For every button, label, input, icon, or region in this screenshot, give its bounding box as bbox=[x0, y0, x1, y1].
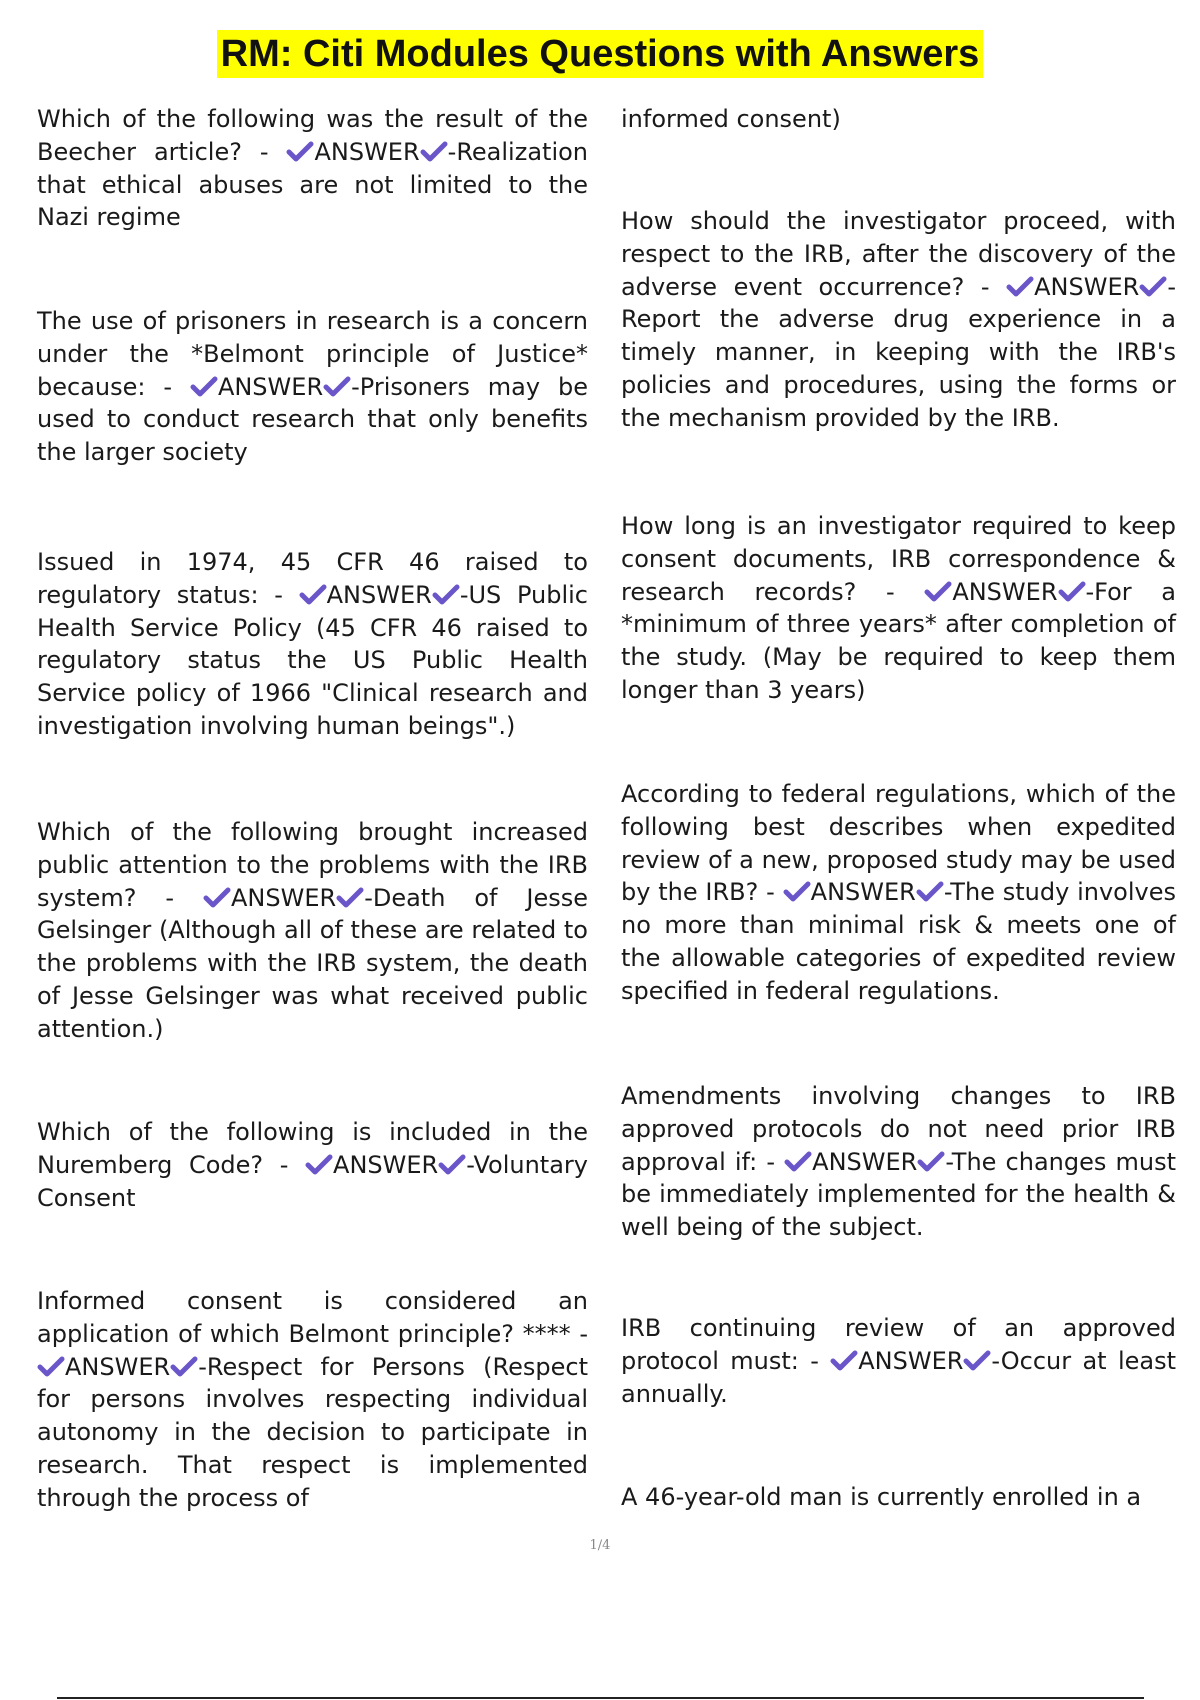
page-title: RM: Citi Modules Questions with Answers bbox=[217, 30, 984, 78]
answer-label: ANSWER bbox=[65, 1352, 171, 1381]
answer-label: ANSWER bbox=[333, 1150, 439, 1179]
qa-item bbox=[37, 1285, 588, 1515]
checkmark-icon bbox=[170, 1355, 198, 1377]
checkmark-icon bbox=[336, 886, 364, 908]
question-text: Which of the following was the result of the Beecher article? - bbox=[37, 105, 588, 166]
answer-text: -For a *minimum of three years* after completion of the study. (May be required to keep them longer than 3 years) bbox=[621, 577, 1176, 704]
question-text: A 46-year-old man is currently enrolled in a bbox=[621, 1483, 1142, 1511]
continued-text: informed consent) bbox=[621, 105, 841, 133]
qa-item bbox=[37, 546, 588, 743]
qa-item bbox=[621, 778, 1176, 1008]
answer-label: ANSWER bbox=[810, 878, 916, 907]
question-text: IRB continuing review of an approved protocol must: - bbox=[621, 1314, 1176, 1375]
question-text: According to federal regulations, which of the following best describes when expedited review of a new, proposed study may be used by the IRB? - bbox=[621, 780, 1176, 907]
qa-item bbox=[37, 103, 588, 234]
checkmark-icon bbox=[1006, 275, 1034, 297]
checkmark-icon bbox=[420, 140, 448, 162]
qa-item bbox=[621, 1080, 1176, 1244]
checkmark-icon bbox=[299, 583, 327, 605]
checkmark-icon bbox=[1139, 275, 1167, 297]
qa-item bbox=[37, 305, 588, 469]
checkmark-icon bbox=[963, 1349, 991, 1371]
answer-label: ANSWER bbox=[812, 1147, 918, 1176]
title-wrap bbox=[0, 30, 1200, 78]
answer-text: -Respect for Persons (Respect for persons involves respecting individual autonomy in the decision to participate in research. That respect is implemented through the process of bbox=[37, 1352, 588, 1512]
checkmark-icon bbox=[203, 886, 231, 908]
checkmark-icon bbox=[784, 1150, 812, 1172]
answer-label: ANSWER bbox=[231, 883, 337, 912]
question-text: Which of the following brought increased public attention to the problems with the IRB system? - bbox=[37, 818, 588, 912]
answer-label: ANSWER bbox=[1034, 272, 1140, 301]
answer-text: -US Public Health Service Policy (45 CFR 46 raised to regulatory status the US Public Health Service policy of 1966 "Clinical research and investigation involving human beings".) bbox=[37, 580, 588, 740]
checkmark-icon bbox=[830, 1349, 858, 1371]
question-text: Amendments involving changes to IRB approved protocols do not need prior IRB approval if: - bbox=[621, 1082, 1176, 1176]
answer-label: ANSWER bbox=[858, 1346, 964, 1375]
checkmark-icon bbox=[783, 880, 811, 902]
checkmark-icon bbox=[305, 1153, 333, 1175]
qa-item bbox=[37, 816, 588, 1046]
checkmark-icon bbox=[190, 375, 218, 397]
answer-text: -Report the adverse drug experience in a timely manner, in keeping with the IRB's policies and procedures, using the forms or the mechanism provided by the IRB. bbox=[621, 272, 1176, 432]
checkmark-icon bbox=[286, 140, 314, 162]
qa-item-continued bbox=[621, 103, 1176, 136]
qa-item bbox=[37, 1116, 588, 1214]
qa-item bbox=[621, 205, 1176, 435]
checkmark-icon bbox=[924, 580, 952, 602]
checkmark-icon bbox=[323, 375, 351, 397]
question-text: Issued in 1974, 45 CFR 46 raised to regulatory status: - bbox=[37, 548, 588, 609]
answer-text: -Prisoners may be used to conduct research that only benefits the larger society bbox=[37, 372, 588, 467]
qa-item bbox=[621, 510, 1176, 707]
page-number: 1/4 bbox=[589, 1538, 611, 1553]
checkmark-icon bbox=[1058, 580, 1086, 602]
question-text: How long is an investigator required to keep consent documents, IRB correspondence & research records? - bbox=[621, 512, 1176, 606]
checkmark-icon bbox=[917, 1150, 945, 1172]
qa-item-start bbox=[621, 1481, 1176, 1514]
answer-label: ANSWER bbox=[314, 137, 420, 166]
checkmark-icon bbox=[37, 1355, 65, 1377]
question-text: The use of prisoners in research is a concern under the *Belmont principle of Justice* because: - bbox=[37, 307, 588, 401]
checkmark-icon bbox=[432, 583, 460, 605]
checkmark-icon bbox=[916, 880, 944, 902]
answer-text: -Death of Jesse Gelsinger (Although all of these are related to the problems with the IRB system, the death of Jesse Gelsinger was what received public attention.) bbox=[37, 883, 588, 1043]
question-text: Which of the following is included in the Nuremberg Code? - bbox=[37, 1118, 588, 1179]
answer-text: -The study involves no more than minimal risk & meets one of the allowable categories of expedited review specified in federal regulations. bbox=[621, 878, 1177, 1005]
question-text: Informed consent is considered an application of which Belmont principle? **** - bbox=[37, 1287, 588, 1348]
answer-label: ANSWER bbox=[952, 577, 1058, 606]
answer-text: -Voluntary Consent bbox=[37, 1150, 588, 1212]
footer-divider bbox=[57, 1697, 1144, 1699]
qa-item bbox=[621, 1312, 1176, 1410]
answer-text: -Realization that ethical abuses are not limited to the Nazi regime bbox=[37, 137, 588, 232]
checkmark-icon bbox=[438, 1153, 466, 1175]
answer-label: ANSWER bbox=[217, 372, 324, 401]
answer-label: ANSWER bbox=[326, 580, 432, 609]
answer-text: -Occur at least annually. bbox=[621, 1346, 1176, 1408]
question-text: How should the investigator proceed, with respect to the IRB, after the discovery of the adverse event occurrence? - bbox=[621, 207, 1176, 301]
answer-text: -The changes must be immediately implemented for the health & well being of the subject. bbox=[621, 1147, 1177, 1242]
